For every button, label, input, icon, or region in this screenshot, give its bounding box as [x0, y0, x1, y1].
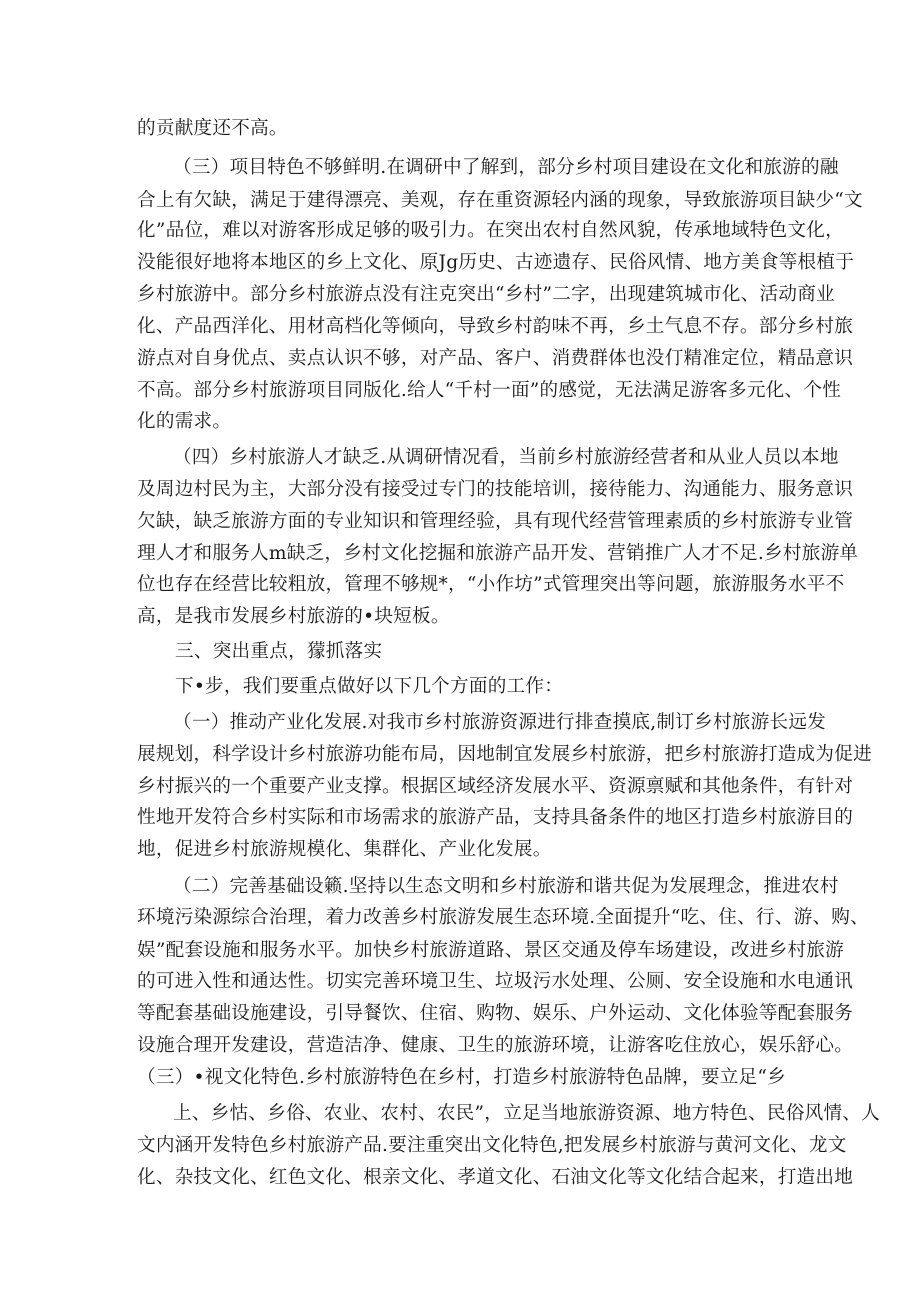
text-line: 等配套基础设施建设，引导餐饮、住宿、购物、娱乐、户外运动、文化体验等配套服务	[137, 1003, 854, 1024]
text-line: 上、乡怙、乡俗、农业、农村、农民”，立足当地旅游资源、地方特色、民俗风情、人	[173, 1103, 880, 1124]
text-line: 化的需求。	[137, 411, 232, 432]
text-line: 合上有欠缺，满足于建得漂亮、美观，存在重资源轻内涵的现象，导致旅游项目缺少“文	[137, 190, 863, 211]
text-line: 娱”配套设施和服务水平。加快乡村旅游道路、景区交通及停车场建设，改进乡村旅游	[137, 940, 844, 961]
text-line: 展规划，科学设计乡村旅游功能布局，因地制宜发展乡村旅游，把乡村旅游打造成为促进	[137, 744, 872, 765]
text-line: 下•步，我们要重点做好以下几个方面的工作：	[175, 676, 564, 697]
text-line: 游点对自身优点、卖点认识不够，对产品、客户、消费群体也没仃精准定位，精品意识	[137, 348, 854, 369]
text-line: 乡村旅游中。部分乡村旅游点没有注克突出“乡村”二字，出现建筑城市化、活动商业	[137, 284, 835, 305]
text-line: 地，促进乡村旅游规模化、集群化、产业化发展。	[137, 839, 552, 860]
text-line: 乡村振兴的一个重要产业支撑。根据区域经济发展水平、资源禀赋和其他条件，有针对	[137, 776, 854, 797]
text-line: 文内涵开发特色乡村旅游产品.要注重突出文化特色,把发展乡村旅游与黄河文化、龙文	[137, 1135, 847, 1156]
text-line: 化、产品西洋化、用材高档化等倾向，导致乡村韵味不再，乡土气息不存。部分乡村旅	[137, 316, 854, 337]
text-line: （二）完善基础设籁.坚持以生态文明和乡村旅游和谐共促为发展理念，推进农村	[173, 876, 839, 897]
text-line: 位也存在经营比较粗放，管理不够规*，“小作坊”式管理突出等问题，旅游服务水平不	[137, 574, 845, 595]
text-line: 理人才和服务人m缺乏，乡村文化挖掘和旅游产品开发、营销推广人才不足.乡村旅游单	[137, 543, 859, 564]
text-line: 欠缺，缺乏旅游方面的专业知识和管理经验，具有现代经营管理素质的乡村旅游专业管	[137, 511, 854, 532]
text-line: 及周边村民为主，大部分没有接受过专门的技能培训，接待能力、沟通能力、服务意识	[137, 479, 854, 500]
text-line: 没能很好地将本地区的乡上文化、原Jg历史、古迹遗存、民俗风情、地方美食等根植于	[137, 252, 855, 273]
text-line: 不高。部分乡村旅游项目同版化.给人“千村一面”的感觉，无法满足游客多元化、个性	[137, 380, 842, 401]
section-heading: 三、突出重点，獴抓落实	[175, 641, 383, 662]
text-line: 化”品位，难以对游客形成足够的吸引力。在突出农村自然风貌，传承地域特色文化，	[137, 220, 844, 241]
text-line: 的贡献度还不高。	[137, 118, 288, 139]
text-line: （三）•视文化特色.乡村旅游特色在乡村，打造乡村旅游特色品牌，要立足“乡	[137, 1067, 786, 1088]
text-line: 的可进入性和通达性。切实完善环境卫生、垃圾污水处理、公厕、安全设施和水电通讯	[137, 971, 854, 992]
text-line: （一）推动产业化发展.对我市乡村旅游资源进行排查摸底,制订乡村旅游长远发	[173, 712, 827, 733]
text-line: 化、杂技文化、红色文化、根亲文化、孝道文化、石油文化等文化结合起来，打造出地	[137, 1167, 854, 1188]
text-line: 设施合理开发建设，营造洁净、健康、卫生的旅游环境，让游客吃住放心，娱乐舒心。	[137, 1035, 854, 1056]
text-line: （四）乡村旅游人才缺乏.从调研情况看，当前乡村旅游经营者和从业人员以本地	[173, 447, 839, 468]
text-line: （三）项目特色不够鲜明.在调研中了解到，部分乡村项目建设在文化和旅游的融	[173, 157, 839, 178]
text-line: 性地开发符合乡村实际和市场需求的旅游产品，支持具备条件的地区打造乡村旅游目的	[137, 807, 854, 828]
text-line: 环境污染源综合治理，着力改善乡村旅游发展生态环境.全面提升“吃、住、行、游、购、	[137, 907, 869, 928]
text-line: 高，是我市发展乡村旅游的•块短板。	[137, 606, 450, 627]
